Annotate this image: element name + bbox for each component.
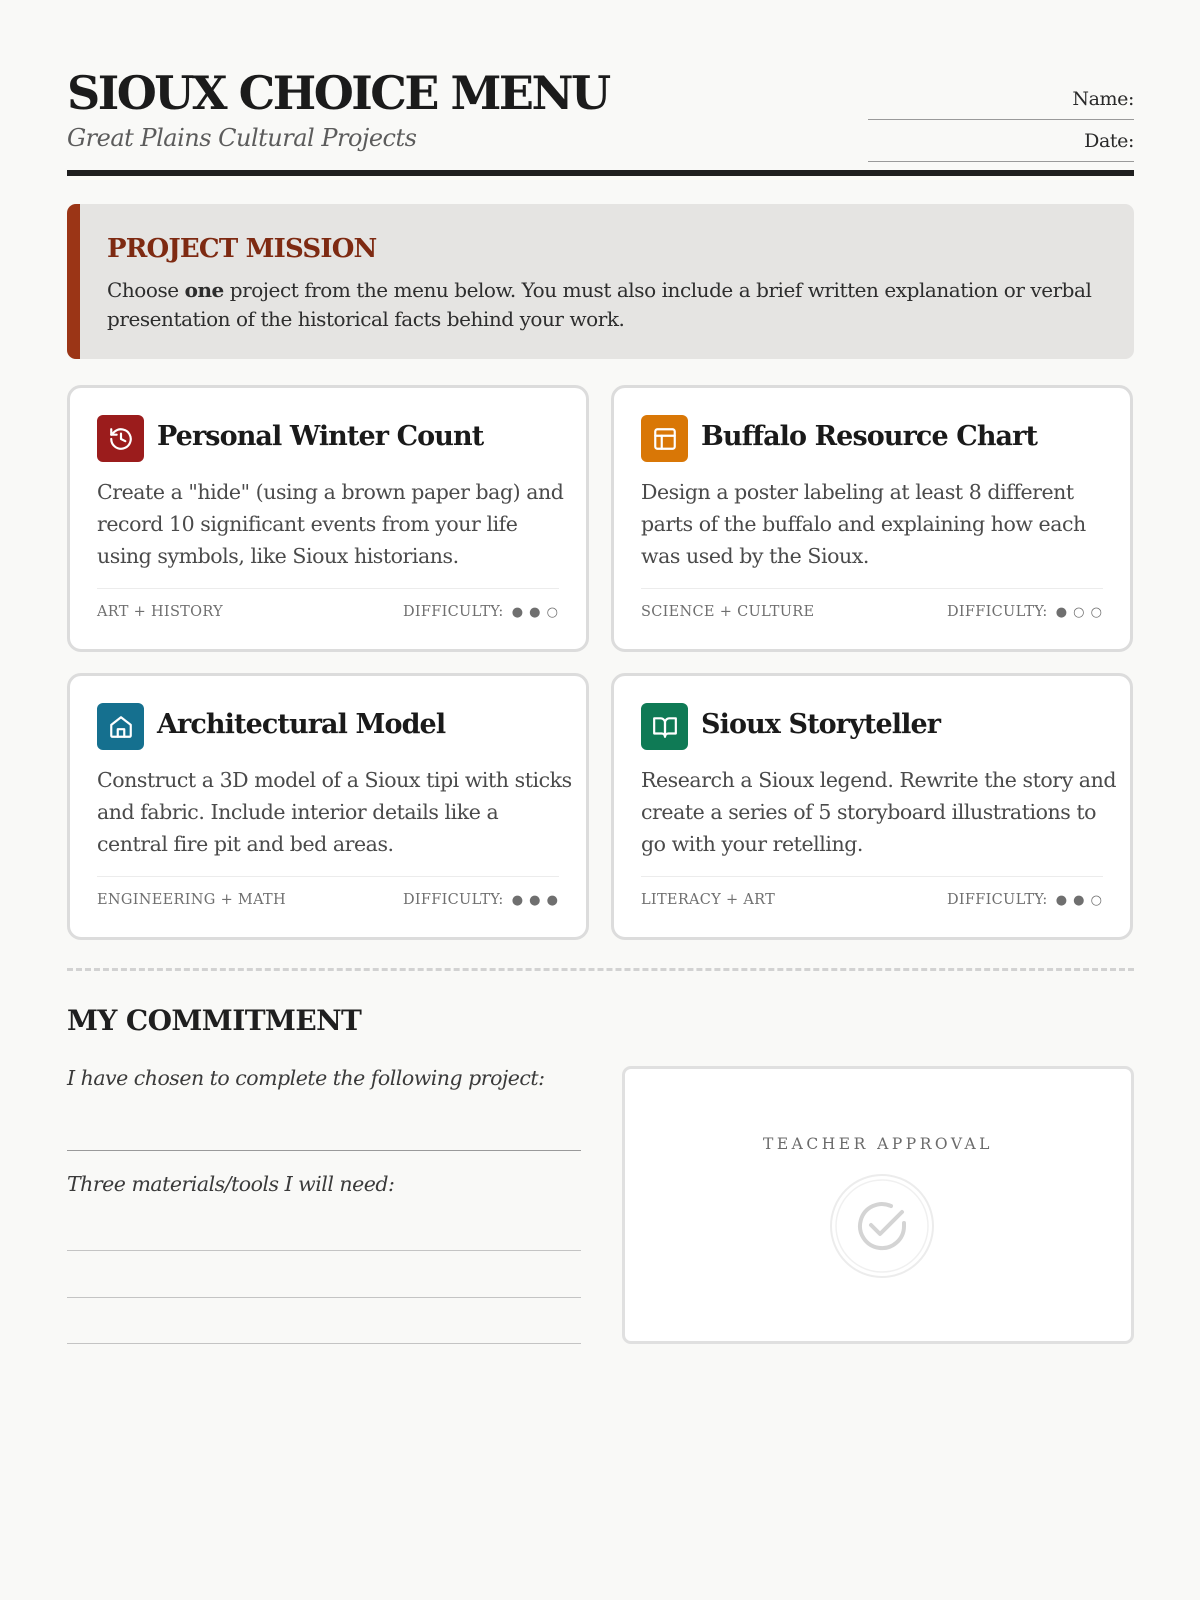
card-divider	[97, 876, 559, 877]
project-title: Architectural Model	[157, 709, 446, 740]
difficulty-dots: ● ● ○	[506, 605, 559, 620]
card-divider	[641, 588, 1103, 589]
layout-icon	[641, 415, 688, 462]
difficulty-label: DIFFICULTY:	[402, 604, 504, 620]
materials-line-3[interactable]	[67, 1343, 581, 1344]
mission-accent-bar	[67, 204, 80, 359]
project-title: Buffalo Resource Chart	[701, 421, 1038, 452]
teacher-approval-box[interactable]	[622, 1066, 1134, 1344]
materials-line-1[interactable]	[67, 1250, 581, 1251]
difficulty-label: DIFFICULTY:	[946, 604, 1048, 620]
difficulty-label: DIFFICULTY:	[946, 892, 1048, 908]
difficulty-dots: ● ● ○	[1050, 893, 1103, 908]
project-title: Sioux Storyteller	[701, 709, 941, 740]
project-card-architectural-model[interactable]	[67, 673, 589, 940]
materials-line-2[interactable]	[67, 1297, 581, 1298]
project-card-buffalo-chart[interactable]	[611, 385, 1133, 652]
difficulty-label: DIFFICULTY:	[402, 892, 504, 908]
mission-box	[67, 204, 1134, 359]
name-date-fields	[868, 78, 1134, 162]
project-description: Research a Sioux legend. Rewrite the story and create a series of 5 storyboard illustrations to go with your retelling.	[641, 768, 1116, 856]
check-circle-icon	[829, 1173, 935, 1279]
date-field[interactable]: Date:	[868, 120, 1134, 162]
worksheet-page	[67, 0, 1134, 1600]
mission-text-end: project from the menu below. You must also include a brief written explanation or verbal presentation of the historical facts behind your work.	[107, 278, 1092, 331]
project-tags: LITERACY + ART	[641, 892, 776, 908]
project-tags: SCIENCE + CULTURE	[641, 604, 815, 620]
header-rule	[67, 170, 1134, 176]
page-subtitle: Great Plains Cultural Projects	[67, 124, 417, 152]
project-tags: ART + HISTORY	[97, 604, 223, 620]
approval-label: TEACHER APPROVAL	[763, 1135, 993, 1153]
project-difficulty	[947, 892, 1103, 908]
book-icon	[641, 703, 688, 750]
project-choice-prompt: I have chosen to complete the following project:	[67, 1066, 545, 1090]
mission-text-bold: one	[184, 278, 224, 302]
project-description: Design a poster labeling at least 8 different parts of the buffalo and explaining how each was used by the Sioux.	[641, 480, 1086, 568]
project-title: Personal Winter Count	[157, 421, 484, 452]
project-difficulty	[947, 604, 1103, 620]
history-icon	[97, 415, 144, 462]
project-difficulty	[403, 604, 559, 620]
page-title: SIOUX CHOICE MENU	[67, 66, 609, 120]
mission-title: PROJECT MISSION	[107, 234, 377, 264]
difficulty-dots: ● ○ ○	[1050, 605, 1103, 620]
home-icon	[97, 703, 144, 750]
project-tags: ENGINEERING + MATH	[97, 892, 286, 908]
difficulty-dots: ● ● ●	[506, 893, 559, 908]
project-description: Create a "hide" (using a brown paper bag) and record 10 significant events from your life using symbols, like Sioux historians.	[97, 480, 564, 568]
project-difficulty	[403, 892, 559, 908]
materials-prompt: Three materials/tools I will need:	[67, 1172, 395, 1196]
project-card-storyteller[interactable]	[611, 673, 1133, 940]
mission-text	[107, 276, 1107, 334]
section-divider	[67, 968, 1134, 971]
card-divider	[97, 588, 559, 589]
project-choice-line[interactable]	[67, 1150, 581, 1151]
project-card-winter-count[interactable]	[67, 385, 589, 652]
project-description: Construct a 3D model of a Sioux tipi with sticks and fabric. Include interior details like a central fire pit and bed areas.	[97, 768, 572, 856]
commitment-title: MY COMMITMENT	[67, 1004, 362, 1037]
card-divider	[641, 876, 1103, 877]
mission-text-start: Choose	[107, 278, 185, 302]
name-field[interactable]: Name:	[868, 78, 1134, 120]
header	[67, 66, 1134, 178]
